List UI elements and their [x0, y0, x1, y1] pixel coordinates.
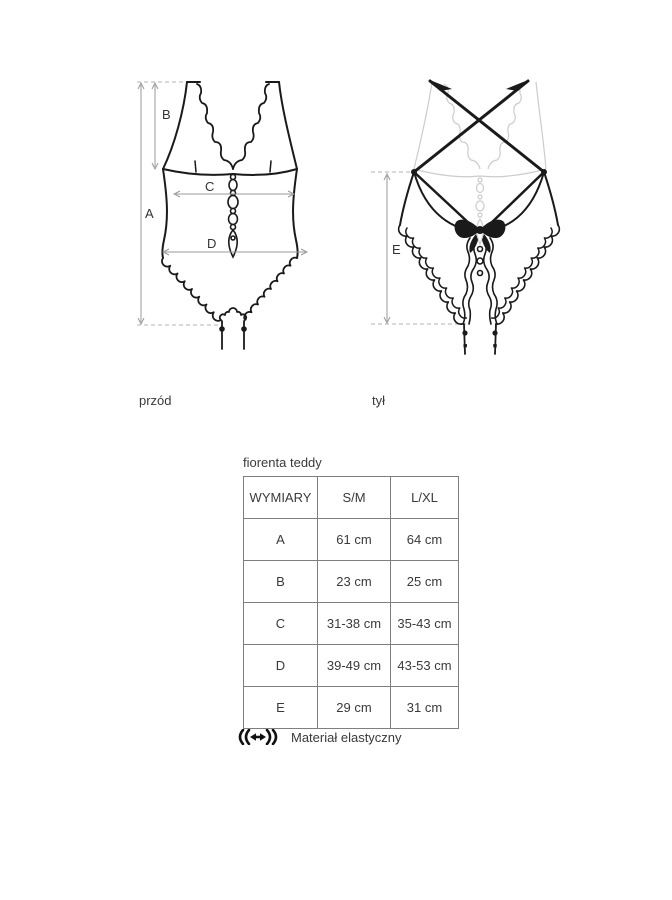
table-row [244, 687, 459, 729]
front-garters [219, 321, 247, 349]
table-row [244, 519, 459, 561]
product-title: fiorenta teddy [243, 455, 322, 470]
front-bottom-lace [162, 258, 297, 321]
value-cell-sm: 61 cm [318, 519, 391, 561]
table-row [244, 603, 459, 645]
dimension-cell: A [244, 519, 318, 561]
back-ghost-front [414, 82, 546, 244]
back-garters [462, 324, 497, 354]
back-left-side [400, 172, 414, 225]
value-cell-sm: 23 cm [318, 561, 391, 603]
dimension-label-c: C [205, 179, 215, 194]
front-right-lace-edge [233, 84, 269, 169]
front-left-lace-edge [197, 84, 233, 169]
front-right-strap [279, 82, 297, 169]
front-lace-chain [228, 175, 238, 258]
dimension-cell: E [244, 687, 318, 729]
table-row [244, 561, 459, 603]
dimension-label-e: E [392, 242, 401, 257]
back-view-diagram [368, 68, 568, 368]
dimension-label-d: D [207, 236, 217, 251]
material-note-row [236, 729, 402, 745]
front-chest-line [163, 169, 297, 175]
back-view-caption: tył [372, 393, 385, 408]
column-header-lxl: L/XL [391, 477, 459, 519]
dimension-label-a: A [145, 206, 154, 221]
back-cross-straps [411, 80, 547, 175]
value-cell-sm: 31-38 cm [318, 603, 391, 645]
back-right-side [544, 172, 558, 225]
front-left-strap [163, 82, 187, 169]
table-row [244, 645, 459, 687]
value-cell-lxl: 35-43 cm [391, 603, 459, 645]
size-chart-table [243, 476, 459, 729]
value-cell-sm: 29 cm [318, 687, 391, 729]
value-cell-lxl: 43-53 cm [391, 645, 459, 687]
value-cell-sm: 39-49 cm [318, 645, 391, 687]
value-cell-lxl: 64 cm [391, 519, 459, 561]
value-cell-lxl: 25 cm [391, 561, 459, 603]
column-header-sm: S/M [318, 477, 391, 519]
column-header-dimension: WYMIARY [244, 477, 318, 519]
material-note: Materiał elastyczny [291, 729, 402, 745]
front-left-side [162, 169, 167, 258]
header-row [244, 477, 459, 519]
back-crotch-strips [463, 238, 497, 324]
dimension-cell: B [244, 561, 318, 603]
dimension-label-b: B [162, 107, 171, 122]
front-view-caption: przód [139, 393, 172, 408]
dimension-cell: C [244, 603, 318, 645]
dimension-cell: D [244, 645, 318, 687]
value-cell-lxl: 31 cm [391, 687, 459, 729]
stretch-arrow-icon [236, 729, 280, 745]
front-view-diagram [117, 68, 327, 368]
front-right-side [293, 169, 298, 258]
